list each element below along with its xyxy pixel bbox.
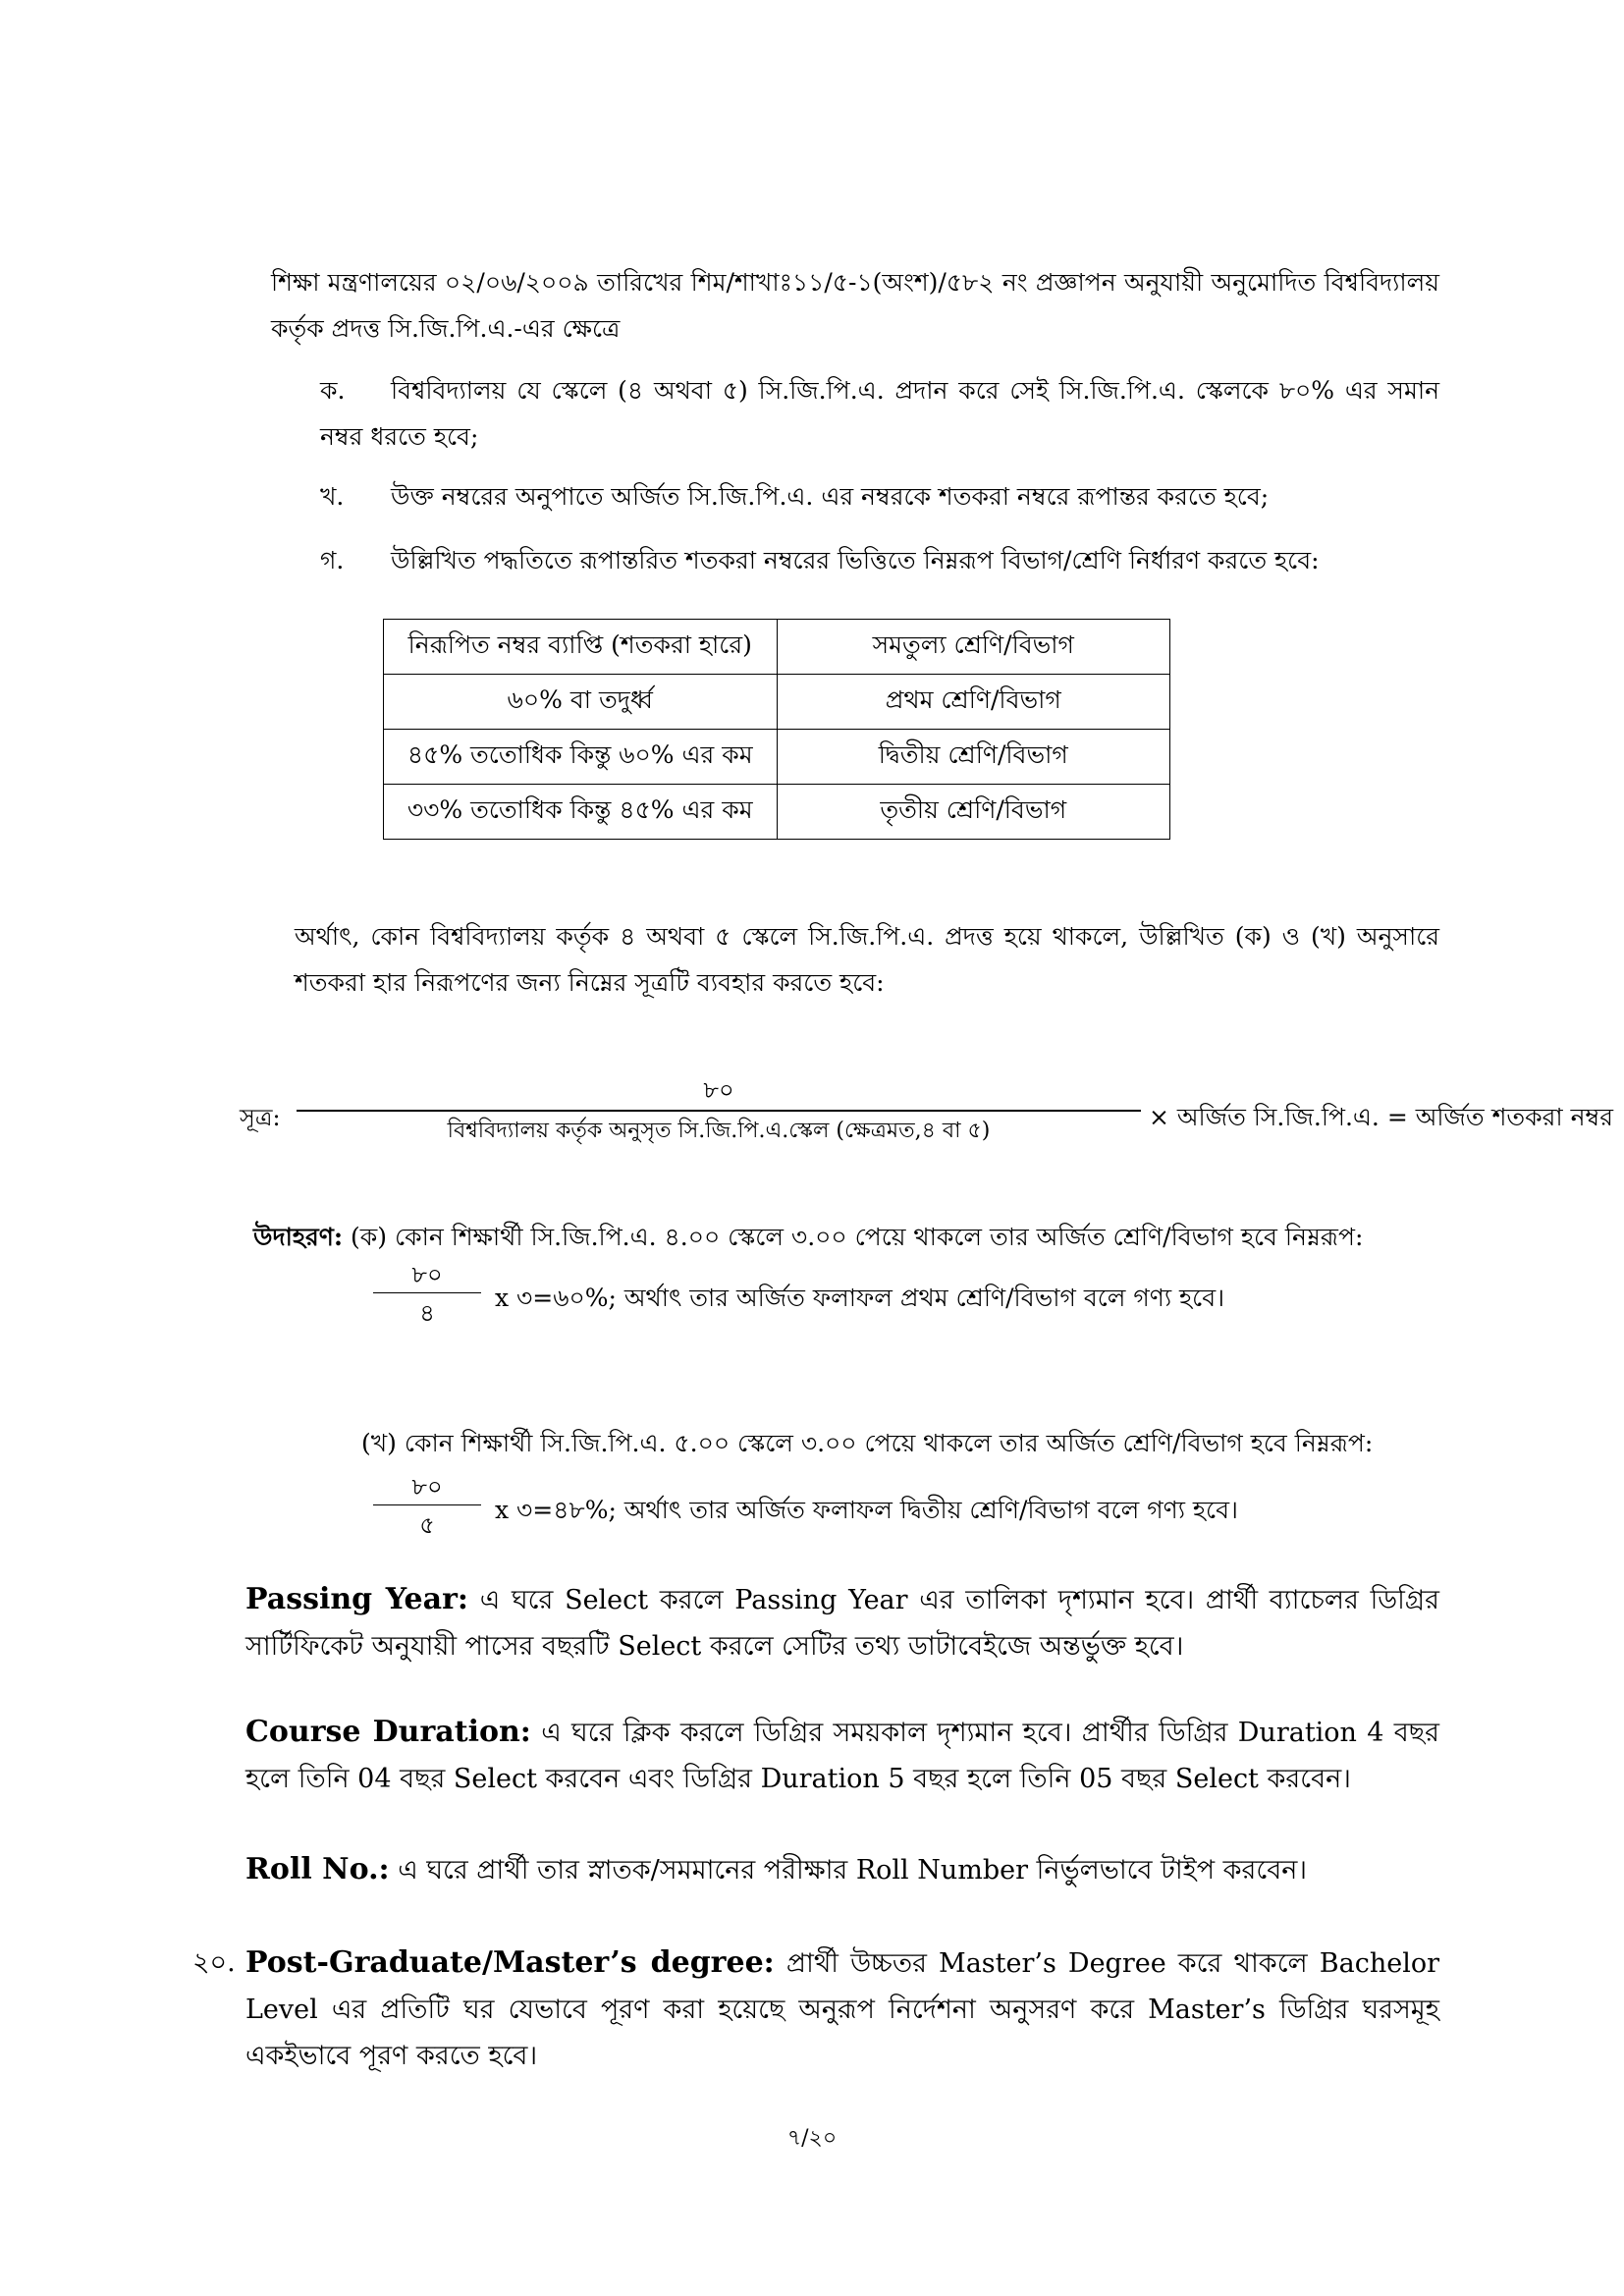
- table-row: [384, 785, 1170, 840]
- table-row: [384, 675, 1170, 730]
- table-cell: ৩৩% ততোধিক কিন্তু ৪৫% এর কম: [384, 785, 778, 840]
- list-item-kha: [320, 473, 1439, 519]
- grade-table: [383, 619, 1170, 840]
- section-number: ২০.: [192, 1947, 236, 1978]
- fraction-denominator: ৪: [419, 1299, 435, 1327]
- example-text: (ক) কোন শিক্ষার্থী সি.জি.পি.এ. ৪.০০ স্কেলে ৩.০০ পেয়ে থাকলে তার অর্জিত শ্রেণি/বিভাগ হবে নিম্নরূপ:: [343, 1223, 1364, 1251]
- formula-label: সূত্র:: [240, 1104, 281, 1131]
- roll-no-section: [245, 1846, 1439, 1893]
- list-item-label: ক.: [320, 376, 346, 405]
- fraction-denominator: ৫: [419, 1511, 435, 1539]
- fraction-numerator: ৮০: [411, 1473, 443, 1501]
- list-item-text: উল্লিখিত পদ্ধতিতে রূপান্তরিত শতকরা নম্বরের ভিত্তিতে নিম্নরূপ বিভাগ/শ্রেণি নির্ধারণ করতে হবে:: [391, 546, 1320, 574]
- example-kha-result: x ৩=৪৮%; অর্থাৎ তার অর্জিত ফলাফল দ্বিতীয় শ্রেণি/বিভাগ বলে গণ্য হবে।: [495, 1496, 1238, 1524]
- intro-paragraph: শিক্ষা মন্ত্রণালয়ের ০২/০৬/২০০৯ তারিখের শিম/শাখাঃ১১/৫-১(অংশ)/৫৮২ নং প্রজ্ঞাপন অনুযায়ী অনুমোদিত বিশ্ববিদ্যালয় কর্তৃক প্রদত্ত সি.জি.পি.এ.-এর ক্ষেত্রে: [271, 268, 1439, 343]
- formula-intro-paragraph: অর্থাৎ, কোন বিশ্ববিদ্যালয় কর্তৃক ৪ অথবা ৫ স্কেলে সি.জি.পি.এ. প্রদত্ত হয়ে থাকলে, উল্লিখিত (ক) ও (খ) অনুসারে শতকরা হার নিরূপণের জন্য নিম্নের সূত্রটি ব্যবহার করতে হবে:: [295, 922, 1439, 997]
- example-ka-result: x ৩=৬০%; অর্থাৎ তার অর্জিত ফলাফল প্রথম শ্রেণি/বিভাগ বলে গণ্য হবে।: [495, 1284, 1225, 1312]
- section-title: Post-Graduate/Master’s degree:: [245, 1945, 775, 1980]
- section-text: এ ঘরে ক্লিক করলে ডিগ্রির সময়কাল দৃশ্যমান হবে। প্রার্থীর ডিগ্রির Duration 4 বছর হলে তিনি 04 বছর Select করবেন এবং ডিগ্রির Duration 5 বছর হলে তিনি 05 বছর Select করবেন।: [245, 1718, 1439, 1794]
- course-duration-section: [245, 1709, 1439, 1802]
- formula: [240, 1070, 1613, 1159]
- table-header-row: [384, 620, 1170, 675]
- list-item-label: গ.: [320, 546, 345, 574]
- table-cell: প্রথম শ্রেণি/বিভাগ: [777, 675, 1170, 730]
- table-cell: দ্বিতীয় শ্রেণি/বিভাগ: [777, 730, 1170, 785]
- formula-rest: × অর্জিত সি.জি.পি.এ. = অর্জিত শতকরা নম্বর: [1149, 1103, 1613, 1131]
- example-label: উদাহরণ:: [253, 1223, 344, 1251]
- section-title: Roll No.:: [245, 1852, 390, 1886]
- fraction-numerator: ৮০: [411, 1261, 443, 1288]
- formula-fraction: [297, 1070, 1141, 1151]
- table-cell: ৬০% বা তদুর্ধ্ব: [384, 675, 778, 730]
- section-title: Course Duration:: [245, 1715, 531, 1749]
- example-ka-fraction: [373, 1257, 481, 1329]
- list-item-text: উক্ত নম্বরের অনুপাতে অর্জিত সি.জি.পি.এ. এর নম্বরকে শতকরা নম্বরে রূপান্তর করতে হবে;: [391, 482, 1270, 511]
- table-header-cell: সমতুল্য শ্রেণি/বিভাগ: [777, 620, 1170, 675]
- list-item-label: খ.: [320, 482, 345, 511]
- passing-year-section: [245, 1576, 1439, 1669]
- list-item-ga: [320, 537, 1439, 583]
- example-kha-fraction: [373, 1469, 481, 1541]
- formula-numerator: ৮০: [703, 1076, 734, 1104]
- page-number: ৭/২০: [786, 2126, 838, 2151]
- section-text: এ ঘরে Select করলে Passing Year এর তালিকা দৃশ্যমান হবে। প্রার্থী ব্যাচেলর ডিগ্রির সার্টিফিকেট অনুযায়ী পাসের বছরটি Select করলে সেটির তথ্য ডাটাবেইজে অন্তর্ভুক্ত হবে।: [245, 1585, 1439, 1662]
- list-item-ka: [320, 367, 1439, 460]
- example-ka-line: [253, 1218, 1363, 1260]
- example-kha-line: (খ) কোন শিক্ষার্থী সি.জি.পি.এ. ৫.০০ স্কেলে ৩.০০ পেয়ে থাকলে তার অর্জিত শ্রেণি/বিভাগ হবে নিম্নরূপ:: [361, 1429, 1374, 1457]
- post-graduate-section: [245, 1940, 1439, 2079]
- table-cell: তৃতীয় শ্রেণি/বিভাগ: [777, 785, 1170, 840]
- table-row: [384, 730, 1170, 785]
- formula-denominator: বিশ্ববিদ্যালয় কর্তৃক অনুসৃত সি.জি.পি.এ.স্কেল (ক্ষেত্রমত,৪ বা ৫): [447, 1119, 991, 1143]
- table-cell: ৪৫% ততোধিক কিন্তু ৬০% এর কম: [384, 730, 778, 785]
- table-header-cell: নিরূপিত নম্বর ব্যাপ্তি (শতকরা হারে): [384, 620, 778, 675]
- list-item-text: বিশ্ববিদ্যালয় যে স্কেলে (৪ অথবা ৫) সি.জি.পি.এ. প্রদান করে সেই সি.জি.পি.এ. স্কেলকে ৮০% এর সমান নম্বর ধরতে হবে;: [320, 376, 1439, 451]
- section-text: প্রার্থী উচ্চতর Master’s Degree করে থাকলে Bachelor Level এর প্রতিটি ঘর যেভাবে পূরণ করা হয়েছে অনুরূপ নির্দেশনা অনুসরণ করে Master’s ডিগ্রির ঘরসমূহ একইভাবে পূরণ করতে হবে।: [245, 1948, 1439, 2071]
- section-title: Passing Year:: [245, 1582, 468, 1616]
- section-text: এ ঘরে প্রার্থী তার স্নাতক/সমমানের পরীক্ষার Roll Number নির্ভুলভাবে টাইপ করবেন।: [389, 1855, 1308, 1886]
